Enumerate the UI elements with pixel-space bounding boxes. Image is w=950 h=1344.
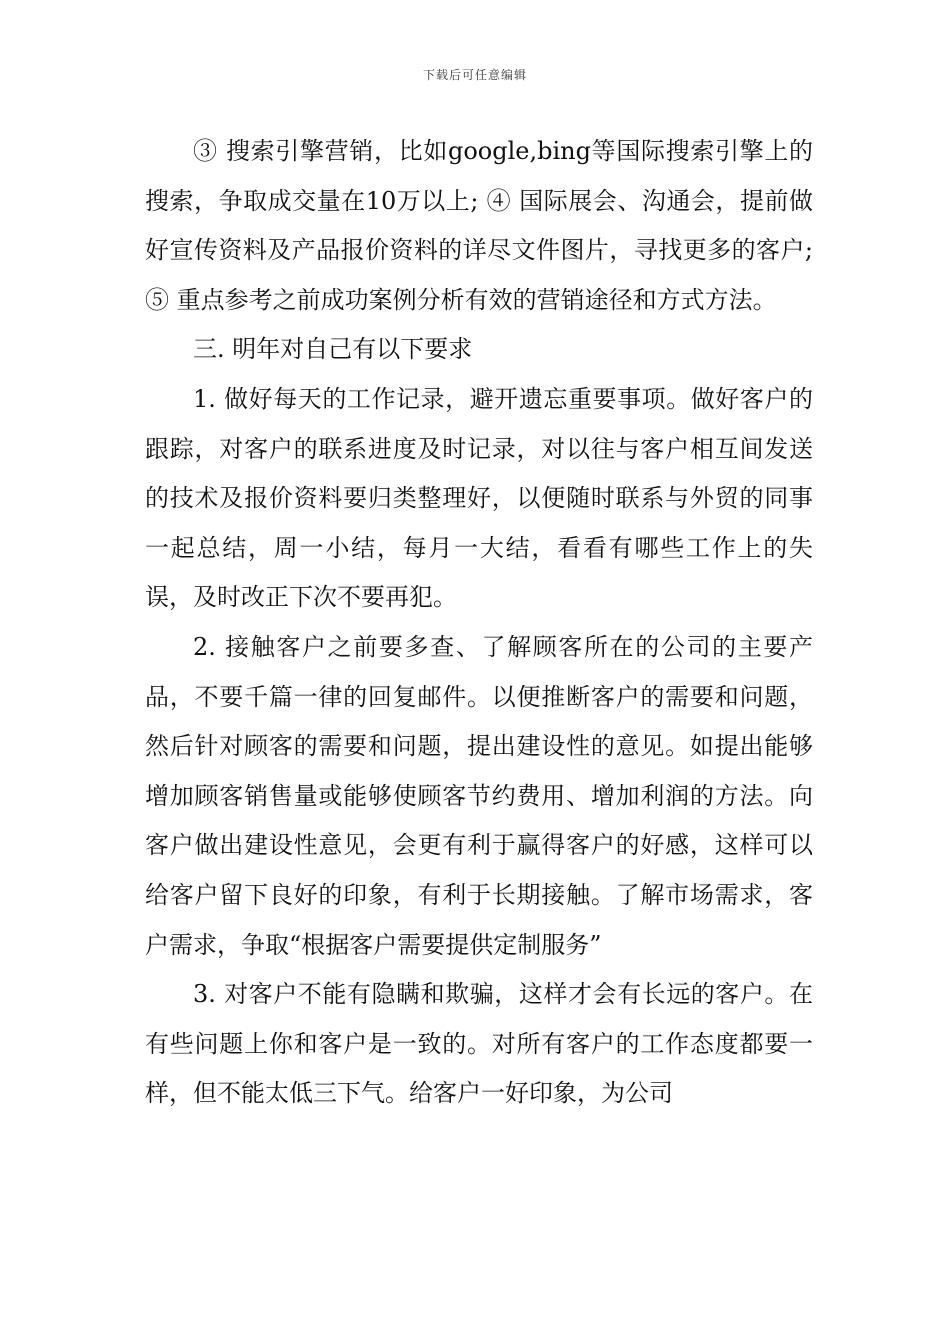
paragraph-marketing-channels: ③ 搜索引擎营销，比如google,bing等国际搜索引擎上的搜索，争取成交量在10万以上; ④ 国际展会、沟通会，提前做好宣传资料及产品报价资料的详尽文件图片，寻找更多的客户; ⑤ 重点参考之前成功案例分析有效的营销途径和方式方法。: [145, 137, 813, 314]
section-heading-requirements: 三. 明年对自己有以下要求: [193, 335, 473, 364]
document-body: [145, 127, 813, 1119]
paragraph-requirement-2: 2. 接触客户之前要多查、了解顾客所在的公司的主要产品，不要千篇一律的回复邮件。以便推断客户的需要和问题，然后针对顾客的需要和问题，提出建设性的意见。如提出能够增加顾客销售量或能够使顾客节约费用、增加利润的方法。向客户做出建设性意见，会更有利于赢得客户的好感，这样可以给客户留下良好的印象，有利于长期接触。了解市场需求，客户需求，争取“根据客户需要提供定制服务”: [145, 632, 813, 959]
paragraph-requirement-3: 3. 对客户不能有隐瞒和欺骗，这样才会有长远的客户。在有些问题上你和客户是一致的。对所有客户的工作态度都要一样，但不能太低三下气。给客户一好印象，为公司: [145, 980, 813, 1108]
page-header: 下载后可任意编辑: [422, 68, 527, 82]
paragraph-requirement-1: 1. 做好每天的工作记录，避开遗忘重要事项。做好客户的跟踪，对客户的联系进度及时记录，对以往与客户相互间发送的技术及报价资料要归类整理好，以便随时联系与外贸的同事一起总结，周一小结，每月一大结，看看有哪些工作上的失误，及时改正下次不要再犯。: [145, 384, 813, 612]
